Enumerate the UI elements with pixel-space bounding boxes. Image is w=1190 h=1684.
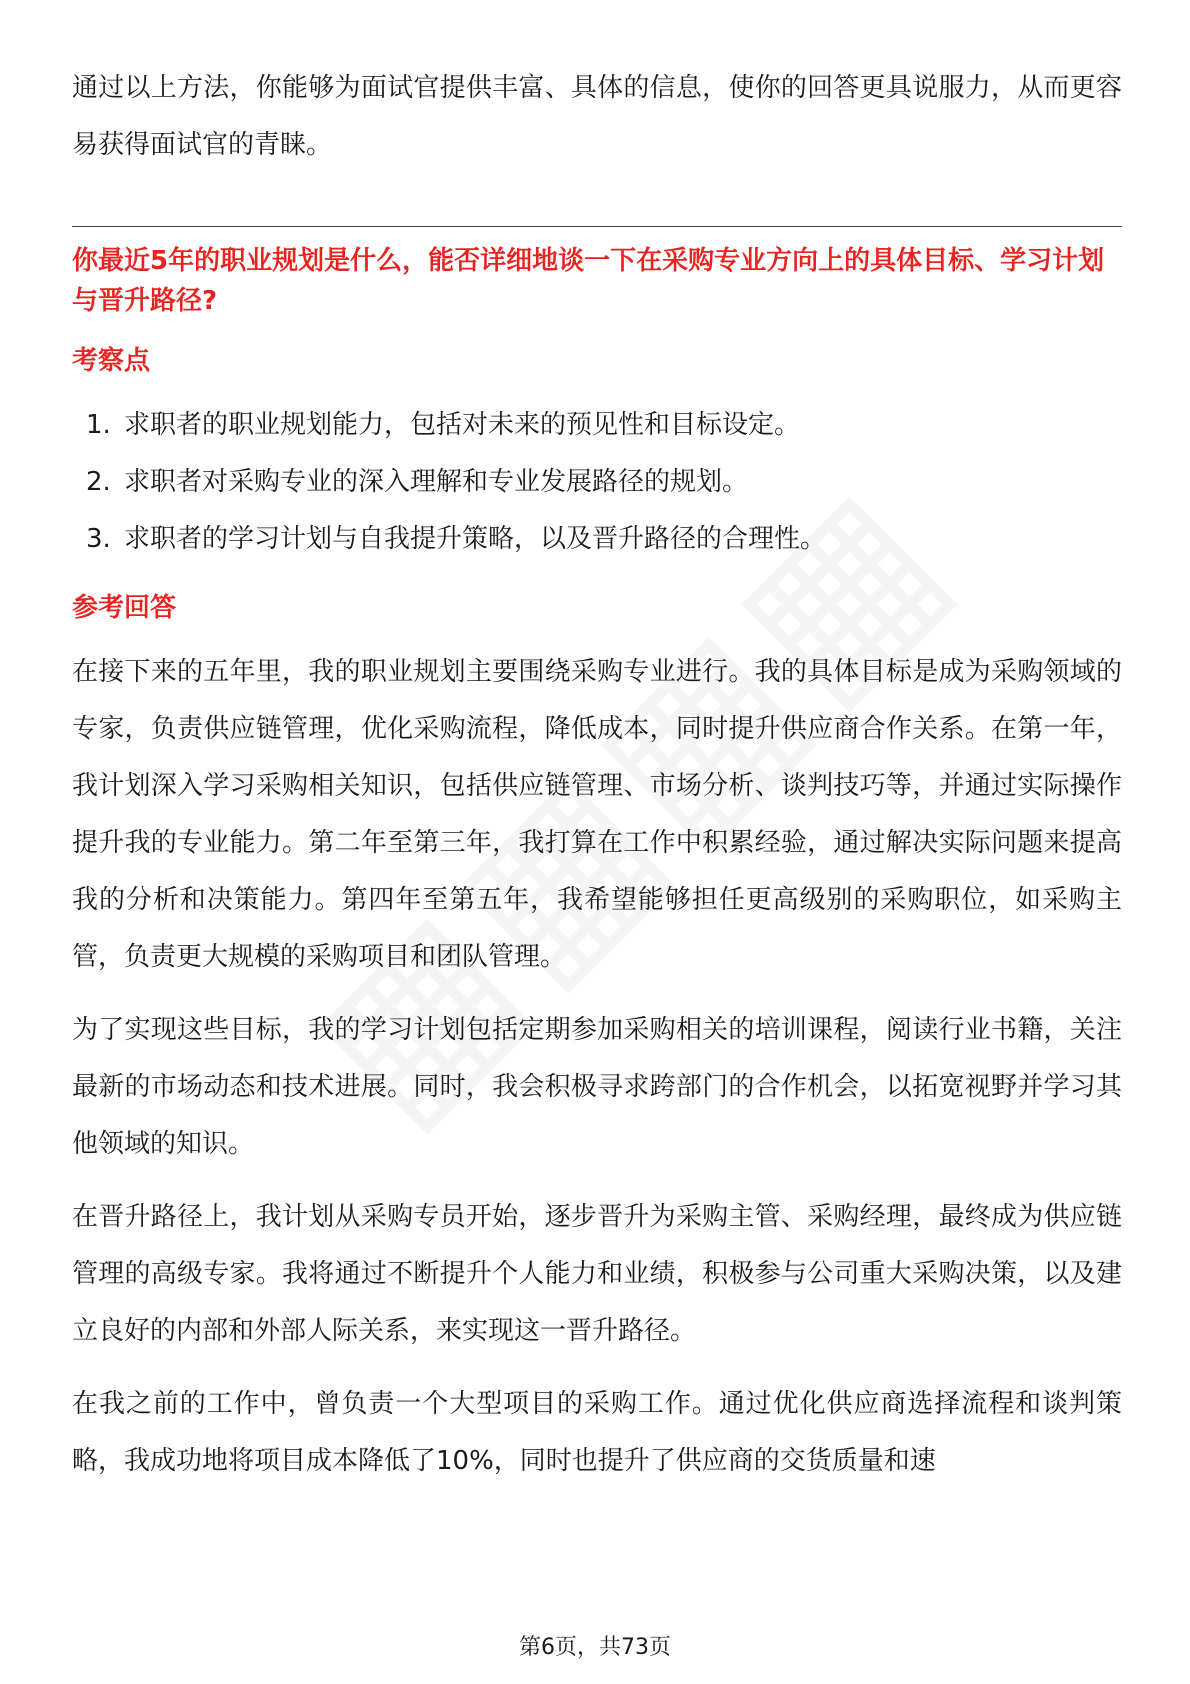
list-item-text: 求职者对采购专业的深入理解和专业发展路径的规划。: [124, 467, 749, 497]
answer-paragraph: 为了实现这些目标，我的学习计划包括定期参加采购相关的培训课程，阅读行业书籍，关注最新的市场动态和技术进展。同时，我会积极寻求跨部门的合作机会，以拓宽视野并学习其他领域的知识。: [72, 1015, 1122, 1159]
page-number: 第6页，共73页: [519, 1635, 671, 1660]
document-content: [72, 60, 1122, 1506]
list-item-text: 求职者的学习计划与自我提升策略，以及晋升路径的合理性。: [124, 524, 827, 554]
list-item: [72, 511, 1122, 568]
list-item-number: 1.: [86, 410, 111, 440]
section-divider: [72, 226, 1122, 227]
assessment-heading: 考察点: [72, 346, 151, 376]
list-item: [72, 397, 1122, 454]
answer-heading: 参考回答: [72, 593, 177, 623]
question-title: 你最近5年的职业规划是什么，能否详细地谈一下在采购专业方向上的具体目标、学习计划与晋升路径?: [72, 246, 1105, 316]
answer-paragraph: 在晋升路径上，我计划从采购专员开始，逐步晋升为采购主管、采购经理，最终成为供应链管理的高级专家。我将通过不断提升个人能力和业绩，积极参与公司重大采购决策，以及建立良好的内部和外部人际关系，来实现这一晋升路径。: [72, 1202, 1122, 1346]
list-item-number: 2.: [86, 467, 111, 497]
answer-body: [72, 644, 1122, 1490]
answer-paragraph: 在接下来的五年里，我的职业规划主要围绕采购专业进行。我的具体目标是成为采购领域的专家，负责供应链管理，优化采购流程，降低成本，同时提升供应商合作关系。在第一年，我计划深入学习采购相关知识，包括供应链管理、市场分析、谈判技巧等，并通过实际操作提升我的专业能力。第二年至第三年，我打算在工作中积累经验，通过解决实际问题来提高我的分析和决策能力。第四年至第五年，我希望能够担任更高级别的采购职位，如采购主管，负责更大规模的采购项目和团队管理。: [72, 657, 1122, 972]
assessment-list: [72, 397, 1122, 568]
list-item-text: 求职者的职业规划能力，包括对未来的预见性和目标设定。: [124, 410, 801, 440]
list-item-number: 3.: [86, 524, 111, 554]
intro-paragraph: 通过以上方法，你能够为面试官提供丰富、具体的信息，使你的回答更具说服力，从而更容易获得面试官的青睐。: [72, 73, 1122, 160]
list-item: [72, 454, 1122, 511]
answer-paragraph: 在我之前的工作中，曾负责一个大型项目的采购工作。通过优化供应商选择流程和谈判策略，我成功地将项目成本降低了10%，同时也提升了供应商的交货质量和速: [72, 1389, 1122, 1476]
